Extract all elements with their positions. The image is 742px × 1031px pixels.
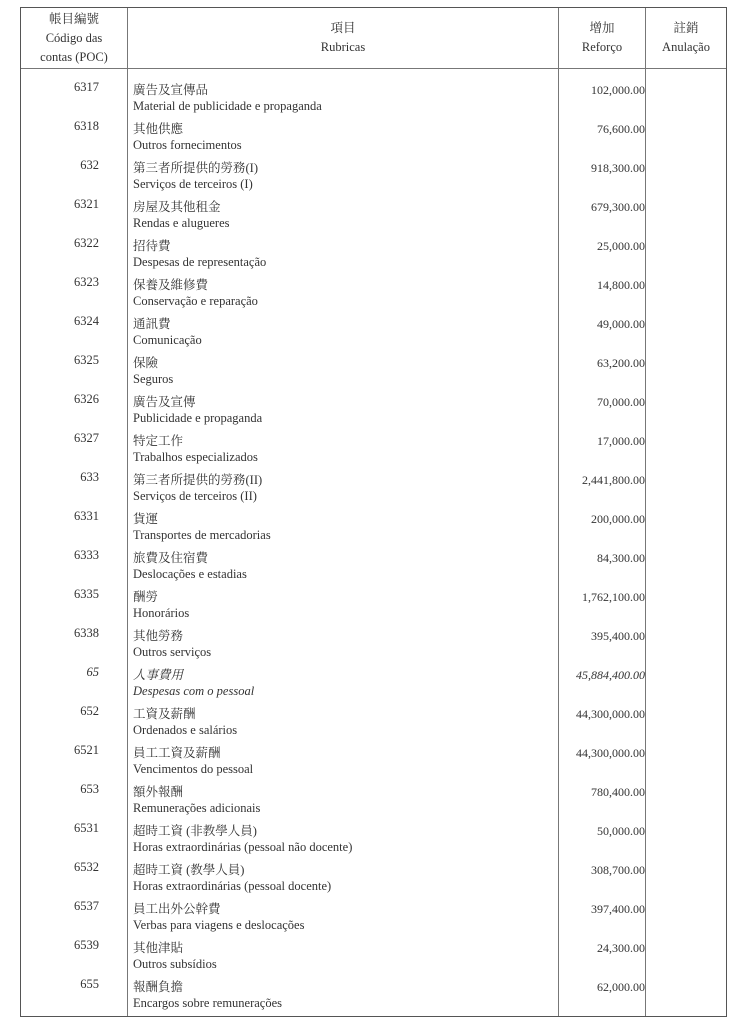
rubric-zh: 額外報酬 <box>133 785 184 799</box>
rubric-zh: 報酬負擔 <box>133 980 184 994</box>
account-code: 633 <box>80 470 99 484</box>
rubric-pt: Despesas de representação <box>133 255 267 269</box>
table-row <box>21 544 726 583</box>
rubric-zh: 其他供應 <box>133 122 184 136</box>
account-code: 6326 <box>74 392 99 406</box>
rubric-zh: 廣告及宣傳品 <box>133 83 209 97</box>
rubric-pt: Outros subsídios <box>133 957 217 971</box>
reforco-amount: 50,000.00 <box>597 824 645 838</box>
rubric-pt: Material de publicidade e propaganda <box>133 99 322 113</box>
header-reforco <box>559 8 645 68</box>
rubric-pt: Deslocações e estadias <box>133 567 247 581</box>
rubric-pt: Rendas e alugueres <box>133 216 230 230</box>
reforco-amount: 49,000.00 <box>597 317 645 331</box>
account-code: 6532 <box>74 860 99 874</box>
table-row <box>21 505 726 544</box>
account-code: 6325 <box>74 353 99 367</box>
header-anulacao-zh: 註銷 <box>673 21 699 35</box>
rubric-zh: 保養及維修費 <box>133 278 209 292</box>
rubric-pt: Serviços de terceiros (I) <box>133 177 253 191</box>
account-code: 6323 <box>74 275 99 289</box>
rubric-pt: Publicidade e propaganda <box>133 411 263 425</box>
account-code: 6531 <box>74 821 99 835</box>
table-row <box>21 934 726 973</box>
table-row <box>21 310 726 349</box>
account-code: 653 <box>80 782 99 796</box>
account-code: 6331 <box>74 509 99 523</box>
rubric-zh: 廣告及宣傳 <box>133 395 196 409</box>
rubric-pt: Horas extraordinárias (pessoal não docente) <box>133 840 353 854</box>
table-row <box>21 622 726 661</box>
account-code: 6322 <box>74 236 99 250</box>
header-rubricas-pt: Rubricas <box>320 40 366 54</box>
table-row <box>21 232 726 271</box>
reforco-amount: 84,300.00 <box>597 551 645 565</box>
table-row <box>21 856 726 895</box>
account-code: 632 <box>80 158 99 172</box>
rubric-pt: Ordenados e salários <box>133 723 238 737</box>
reforco-amount: 918,300.00 <box>591 161 645 175</box>
account-code: 6317 <box>74 80 99 94</box>
reforco-amount: 14,800.00 <box>597 278 645 292</box>
table-row <box>21 466 726 505</box>
account-code: 6539 <box>74 938 99 952</box>
header-divider <box>21 68 726 69</box>
rubric-zh: 通訊費 <box>133 317 171 331</box>
budget-table <box>20 7 727 1017</box>
table-row <box>21 739 726 778</box>
table-row <box>21 388 726 427</box>
reforco-amount: 397,400.00 <box>591 902 645 916</box>
rubric-pt: Outros serviços <box>133 645 212 659</box>
reforco-amount: 25,000.00 <box>597 239 645 253</box>
table-row <box>21 76 726 115</box>
account-code: 652 <box>80 704 99 718</box>
account-code: 6321 <box>74 197 99 211</box>
table-row <box>21 349 726 388</box>
header-rubricas <box>128 8 558 68</box>
reforco-amount: 200,000.00 <box>591 512 645 526</box>
rubric-zh: 特定工作 <box>133 434 184 448</box>
reforco-amount: 1,762,100.00 <box>582 590 645 604</box>
header-reforco-zh: 增加 <box>589 21 615 35</box>
reforco-amount: 44,300,000.00 <box>576 746 645 760</box>
header-reforco-pt: Reforço <box>581 40 623 54</box>
reforco-amount: 308,700.00 <box>591 863 645 877</box>
rubric-pt: Vencimentos do pessoal <box>133 762 254 776</box>
table-row <box>21 661 726 700</box>
reforco-amount: 76,600.00 <box>597 122 645 136</box>
header-anulacao-pt: Anulação <box>662 40 710 54</box>
header-code-pt1: Código das <box>45 30 103 45</box>
rubric-pt: Encargos sobre remunerações <box>133 996 283 1010</box>
table-row <box>21 427 726 466</box>
account-code: 6335 <box>74 587 99 601</box>
rubric-zh: 旅費及住宿費 <box>133 551 209 565</box>
table-row <box>21 154 726 193</box>
account-code: 6338 <box>74 626 99 640</box>
reforco-amount: 63,200.00 <box>597 356 645 370</box>
table-row <box>21 583 726 622</box>
reforco-amount: 45,884,400.00 <box>576 668 645 682</box>
rubric-zh: 超時工資 (非教學人員) <box>133 824 257 838</box>
rubric-zh: 酬勞 <box>133 590 159 604</box>
rubric-zh: 其他津貼 <box>133 941 184 955</box>
header-code-pt2: contas (POC) <box>40 49 108 64</box>
reforco-amount: 395,400.00 <box>591 629 645 643</box>
rubric-zh: 貨運 <box>133 512 159 526</box>
reforco-amount: 780,400.00 <box>591 785 645 799</box>
table-row <box>21 895 726 934</box>
table-row <box>21 115 726 154</box>
reforco-amount: 102,000.00 <box>591 83 645 97</box>
rubric-pt: Seguros <box>133 372 174 386</box>
rubric-pt: Transportes de mercadorias <box>133 528 271 542</box>
rubric-zh: 保險 <box>133 356 159 370</box>
rubric-pt: Verbas para viagens e deslocações <box>133 918 305 932</box>
reforco-amount: 70,000.00 <box>597 395 645 409</box>
rubric-pt: Comunicação <box>133 333 202 347</box>
rubric-zh: 第三者所提供的勞務(II) <box>133 473 263 487</box>
rubric-pt: Serviços de terceiros (II) <box>133 489 257 503</box>
rubric-zh: 超時工資 (教學人員) <box>133 863 245 877</box>
rubric-zh: 員工出外公幹費 <box>133 902 221 916</box>
account-code: 6537 <box>74 899 99 913</box>
rubric-zh: 員工工資及薪酬 <box>133 746 221 760</box>
rubric-pt: Remunerações adicionais <box>133 801 261 815</box>
reforco-amount: 2,441,800.00 <box>582 473 645 487</box>
rubric-pt: Outros fornecimentos <box>133 138 242 152</box>
reforco-amount: 62,000.00 <box>597 980 645 994</box>
rubric-zh: 房屋及其他租金 <box>133 200 221 214</box>
rubric-pt: Horas extraordinárias (pessoal docente) <box>133 879 332 893</box>
account-code: 6327 <box>74 431 99 445</box>
rubric-pt: Conservação e reparação <box>133 294 258 308</box>
reforco-amount: 679,300.00 <box>591 200 645 214</box>
reforco-amount: 24,300.00 <box>597 941 645 955</box>
header-code <box>21 8 127 68</box>
table-row <box>21 778 726 817</box>
account-code: 6318 <box>74 119 99 133</box>
header-rubricas-zh: 項目 <box>330 21 356 35</box>
rubric-zh: 其他勞務 <box>133 629 184 643</box>
rubric-zh: 招待費 <box>133 239 171 253</box>
table-row <box>21 973 726 1012</box>
reforco-amount: 44,300,000.00 <box>576 707 645 721</box>
table-row <box>21 700 726 739</box>
rubric-zh: 人事費用 <box>133 668 184 682</box>
table-row <box>21 193 726 232</box>
header-anulacao <box>646 8 726 68</box>
rubric-pt: Despesas com o pessoal <box>133 684 255 698</box>
reforco-amount: 17,000.00 <box>597 434 645 448</box>
rubric-zh: 工資及薪酬 <box>133 707 196 721</box>
rubric-pt: Honorários <box>133 606 190 620</box>
header-code-zh: 帳目編號 <box>48 11 99 26</box>
table-row <box>21 271 726 310</box>
account-code: 65 <box>86 665 99 679</box>
table-row <box>21 817 726 856</box>
account-code: 6333 <box>74 548 99 562</box>
rubric-pt: Trabalhos especializados <box>133 450 258 464</box>
account-code: 6521 <box>74 743 99 757</box>
rubric-zh: 第三者所提供的勞務(I) <box>133 161 258 175</box>
account-code: 6324 <box>74 314 99 328</box>
account-code: 655 <box>80 977 99 991</box>
